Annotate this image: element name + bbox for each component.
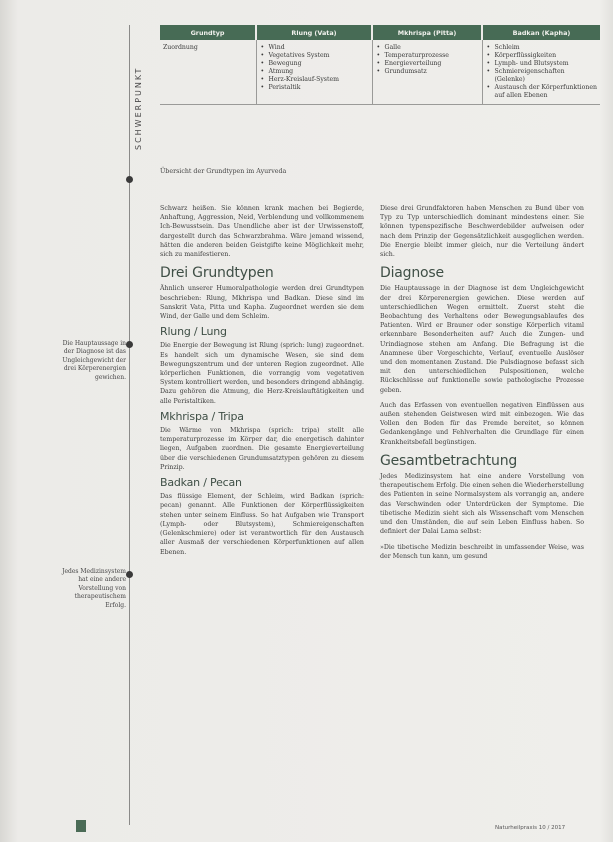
paragraph: Ähnlich unserer Humoralpathologie werden drei Grundtypen beschrieben: Rlung, Mkhrispa und Badkan. Diese sind im Sanskrit Vata, Pitta und Kapha. Zugeordnet werden sie dem Wind, der Galle und dem Schleim.: [160, 285, 364, 321]
table-header: Badkan (Kapha): [482, 25, 600, 40]
paragraph: Das flüssige Element, der Schleim, wird Badkan (sprich: pecan) genannt. Alle Funktionen der Körperflüssigkeiten stehen unter seinem Einfluss. So hat Aufgaben wie Transport (Lymph- oder Blutsystem), Schmiereigenschaften (Gelenkschmiere) oder ist verantwortlich für den Austausch aller Ausmaß der verschiedenen Körperfunktionen auf allen Ebenen.: [160, 493, 364, 556]
table-row: [160, 40, 600, 105]
paragraph: Die Hauptaussage in der Diagnose ist dem Ungleichgewicht der drei Körperenergien gewichen. Diese werden auf unterschiedlichen Wegen ermittelt. Zuerst steht die Beobachtung des Verhaltens oder Bewegungsablaufes des Patienten. Wird er Brauner oder sonstige Körperlich vitaml erkennbare Besonderheiten auf? Auch die Zungen- und Urindiagnose stehen am Anfang. Die Befragung ist die Anamnese über Vorgeschichte, Verlauf, eventuelle Auslöser und den momentanen Zustand. Die Pulsdiagnose befasst sich mit den unterschiedlichen Pulspositionen, welche Rückschlüsse auf funktionelle sowie pathologische Prozesse geben.: [380, 285, 584, 394]
row-label: Zuordnung: [160, 40, 256, 105]
paragraph: Die Wärme von Mkhrispa (sprich: tripa) stellt alle temperaturprozesse im Körper dar, die energetisch dahinter liegen, Aufgaben zuordnen. Die gesamte Energieverteilung über die verschiedenen Grundumsatztypen gehören zu diesem Prinzip.: [160, 427, 364, 471]
section-label: SCHWERPUNKT: [134, 66, 143, 150]
paragraph: Die Energie der Bewegung ist Rlung (sprich: lung) zugeordnet. Es handelt sich um dynamische Wesen, sie sind dem Bewegungszentrum und der unteren Region zugeordnet. Alle körperlichen Funktionen, die vorrangig vom vegetativen System kontrolliert werden, und besonders dringend abhängig. Dazu gehören die Atmung, die Herz-Kreislauftätigkeiten und alle Peristaltiken.: [160, 342, 364, 405]
margin-note: Die Hauptaussage in der Diagnose ist das Ungleichgewicht der drei Körperenergien gewichen.: [62, 340, 126, 381]
footer-text: Naturheilpraxis 10 / 2017: [495, 825, 566, 831]
bullet-dot: [126, 176, 133, 183]
list-item: • Schleim: [486, 44, 598, 52]
right-column: [380, 204, 584, 567]
heading-drei-grundtypen: Drei Grundtypen: [160, 265, 274, 282]
heading-badkan: Badkan / Pecan: [160, 476, 242, 490]
list-item: • Schmiereigenschaften (Gelenke): [486, 68, 598, 84]
table-header: Mkhrispa (Pitta): [372, 25, 482, 40]
heading-mkhrispa: Mkhrispa / Tripa: [160, 409, 244, 423]
grundtyp-table: [160, 25, 600, 105]
page-number-marker: [76, 820, 86, 832]
list-item: • Körperflüssigkeiten: [486, 52, 598, 60]
list-item: • Galle: [376, 44, 479, 52]
list-item: • Grundumsatz: [376, 68, 479, 76]
table-header: Rlung (Vata): [256, 25, 372, 40]
table-header: Grundtyp: [160, 25, 256, 40]
bullet-dot: [126, 341, 133, 348]
vertical-rule: [129, 25, 130, 825]
list-item: • Wind: [260, 44, 369, 52]
heading-gesamtbetrachtung: Gesamtbetrachtung: [380, 452, 518, 469]
paragraph: Jedes Medizinsystem hat eine andere Vorstellung von therapeutischem Erfolg. Die einen sehen die Wiederherstellung des Patienten in seine Normalsystem als vorrangig an, andere das Verschwinden oder Unterdrücken der Symptome. Die tibetische Medizin sieht sich als Wissenschaft vom Menschen und den Umständen, die auf sein Leben Einfluss haben. So definiert der Dalai Lama selbst:: [380, 473, 584, 536]
list-item: • Lymph- und Blutsystem: [486, 60, 598, 68]
quote-paragraph: »Die tibetische Medizin beschreibt in umfassender Weise, was der Mensch tun kann, um gesund: [380, 543, 584, 560]
list-item: • Austausch der Körperfunktionen auf allen Ebenen: [486, 84, 598, 100]
table-caption: Übersicht der Grundtypen im Ayurveda: [160, 168, 287, 175]
list-item: • Herz-Kreislauf-System: [260, 76, 369, 84]
list-item: • Bewegung: [260, 60, 369, 68]
heading-diagnose: Diagnose: [380, 265, 444, 282]
bullet-dot: [126, 571, 133, 578]
intro-paragraph: Schwarz heißen. Sie können krank machen bei Begierde, Anhaftung, Aggression, Neid, Verblendung und vollkommenem Ich-Bewusstsein. Das Unendliche aber ist der Urwissenstoff, dargestellt durch das Schwarzbrahma. Wäre jemand wissend, hätten die anderen beiden Geistgifte keine Möglichkeit mehr, sich zu manifestieren.: [160, 205, 364, 259]
list-item: • Peristaltik: [260, 84, 369, 92]
heading-rlung: Rlung / Lung: [160, 325, 227, 339]
margin-note: Jedes Medizinsystem hat eine andere Vorstellung von therapeutischem Erfolg.: [62, 568, 126, 609]
list-item: • Temperaturprozesse: [376, 52, 479, 60]
left-column: [160, 204, 364, 563]
list-item: • Energieverteilung: [376, 60, 479, 68]
list-item: • Atmung: [260, 68, 369, 76]
intro-paragraph: Diese drei Grundfaktoren haben Menschen zu Bund über von Typ zu Typ unterschiedlich dominant mindestens einer. Sie können typenspezifische Beschwerdebilder aufweisen oder nach dem Prinzip der Gegensätzlichkeit ausgeglichen werden. Die Energie bleibt immer gleich, nur die Verteilung ändert sich.: [380, 205, 584, 259]
list-item: • Vegetatives System: [260, 52, 369, 60]
paragraph: Auch das Erfassen von eventuellen negativen Einflüssen aus außen stehenden Geistwesen wird mit einbezogen. Wie das Vollen den Boden für das Fremde bereitet, so können Gedankengänge und Fehlverhalten die Grundlage für einen Krankheitsbefall begünstigen.: [380, 401, 584, 446]
